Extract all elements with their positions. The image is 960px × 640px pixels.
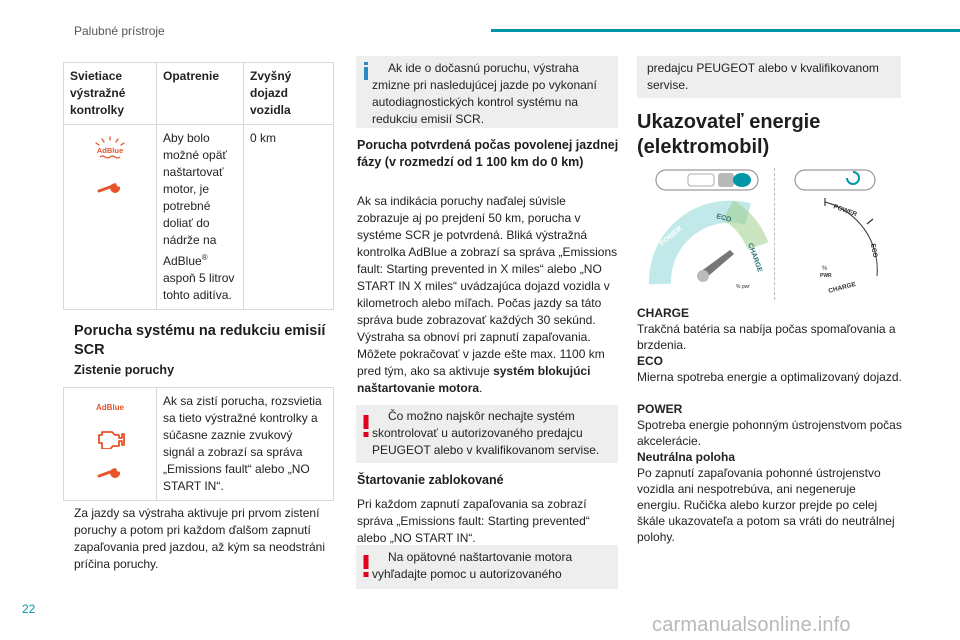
section-title-scr-fault: Porucha systému na redukciu emisií SCR bbox=[74, 323, 326, 358]
paragraph-confirmed-fault bbox=[357, 193, 621, 397]
warning-box-restart-text: Na opätovné naštartovanie motora vyhľadajte pomoc u autorizovaného bbox=[372, 550, 573, 581]
gauge-label-eco: ECO bbox=[715, 213, 732, 224]
table-header-action: Opatrenie bbox=[157, 63, 244, 125]
paragraph-activation: Za jazdy sa výstraha aktivuje pri prvom zistení poruchy a potom pri každom ďalšom zapnutí zapaľovania pred jazdou, až kým sa neodstráni príčina poruchy. bbox=[74, 506, 325, 571]
continued-box bbox=[637, 56, 901, 98]
paragraph-confirmed-fault-bold: systém blokujúci naštartovanie motora bbox=[357, 364, 591, 395]
adblue-icon bbox=[92, 399, 128, 413]
energy-gauge-right-illustration bbox=[785, 166, 905, 296]
continued-box-text: predajcu PEUGEOT alebo v kvalifikovanom servise. bbox=[647, 61, 879, 92]
adblue-warning-icon bbox=[92, 136, 128, 162]
paragraph-confirmed-fault-text: Ak sa indikácia poruchy naďalej súvisle zobrazuje aj po prejdení 50 km, porucha v systéme SCR je potvrdená. Bliká výstražná kontrolka AdBlue a zobrazí sa správa „Emissions fault: Starting prevented in X miles“ alebo „NO START IN X miles“ uvádzajúca dojazd vozidla v kilometroch alebo míľach. Počas jazdy sa táto správa bude zobrazovať každých 30 sekúnd. Výstraha sa obnoví pri zapnutí zapaľovania. Môžete pokračovať v jazde ešte max. 1100 km pred tým, ako sa aktivuje bbox=[357, 194, 618, 378]
gauge2-label-power: POWER bbox=[832, 203, 858, 219]
table-header-range: Zvyšný dojazd vozidla bbox=[244, 63, 334, 125]
energy-item-eco-text: Mierna spotreba energie a optimalizovaný dojazd. bbox=[637, 370, 902, 384]
energy-item-power-text: Spotreba energie pohonným ústrojenstvom počas akcelerácie. bbox=[637, 418, 902, 448]
table-cell-icons bbox=[64, 125, 157, 310]
energy-item-power-label: POWER bbox=[637, 402, 683, 416]
gauge-label-power: POWER bbox=[658, 225, 684, 248]
table2-cell-icons bbox=[64, 388, 157, 501]
paragraph-confirmed-fault-end: . bbox=[479, 381, 483, 395]
action-text-end: aspoň 5 litrov tohto aditíva. bbox=[163, 271, 235, 302]
section-title-confirmed-fault: Porucha potvrdená počas povolenej jazdnej fázy (v rozmedzí od 1 100 km do 0 km) bbox=[357, 138, 619, 169]
warning-table-1 bbox=[63, 62, 334, 310]
section-subtitle-detection: Zistenie poruchy bbox=[74, 363, 175, 377]
gauge2-label-charge: CHARGE bbox=[827, 280, 857, 295]
wrench-icon bbox=[97, 180, 123, 194]
adblue-icon-label: AdBlue bbox=[96, 146, 124, 155]
energy-meter-title: Ukazovateľ energie (elektromobil) bbox=[637, 111, 821, 158]
paragraph-start-blocked: Pri každom zapnutí zapaľovania sa zobrazí správa „Emissions fault: Starting prevented“ alebo „NO START IN“. bbox=[357, 497, 590, 545]
energy-item-charge-label: CHARGE bbox=[637, 306, 690, 320]
energy-item-eco-label: ECO bbox=[637, 354, 664, 368]
info-box-text: Ak ide o dočasnú poruchu, výstraha zmizne pri nasledujúcej jazde po vykonaní autodiagnostických kontrol systému na redukciu emisií SCR. bbox=[372, 61, 597, 126]
energy-item-neutral-text: Po zapnutí zapaľovania pohonné ústrojenstvo vozidla ani nespotrebúva, ani negeneruje energiu. Ručička alebo kurzor prejde po celej škále ukazovateľa a potom sa vráti do neutrálnej polohy. bbox=[637, 466, 895, 544]
table-header-warning-lights: Svietiace výstražné kontrolky bbox=[64, 63, 157, 125]
gauge2-label-percent: % bbox=[822, 266, 828, 272]
warning-box-restart bbox=[356, 545, 618, 589]
header-accent-bar bbox=[491, 29, 960, 32]
gauge-label-charge: CHARGE bbox=[746, 242, 764, 274]
energy-item-neutral-label: Neutrálna poloha bbox=[637, 450, 736, 464]
table-cell-range: 0 km bbox=[244, 125, 334, 310]
warning-box-check-system bbox=[356, 405, 618, 463]
illustration-divider bbox=[774, 168, 775, 300]
header-title: Palubné prístroje bbox=[74, 24, 165, 38]
energy-item-charge-text: Trakčná batéria sa nabíja počas spomaľovania a brzdenia. bbox=[637, 322, 896, 352]
engine-warning-icon bbox=[95, 427, 125, 449]
action-text: Aby bolo možné opäť naštartovať motor, je potrebné doliať do nádrže na AdBlue bbox=[163, 131, 227, 268]
registered-mark: ® bbox=[201, 253, 208, 262]
energy-gauge-left-illustration bbox=[648, 166, 778, 296]
adblue-icon-text: AdBlue bbox=[96, 403, 124, 412]
wrench-icon bbox=[97, 465, 123, 479]
page-number: 22 bbox=[22, 602, 36, 616]
gauge2-label-eco: ECO bbox=[869, 243, 879, 259]
warning-table-2 bbox=[63, 387, 334, 501]
table-cell-action bbox=[157, 125, 244, 310]
watermark: carmanualsonline.info bbox=[652, 614, 851, 636]
gauge2-label-pwr: PWR bbox=[820, 273, 832, 279]
warning-box-text: Čo možno najskôr nechajte systém skontrolovať u autorizovaného predajcu PEUGEOT alebo v kvalifikovanom servise. bbox=[372, 409, 600, 457]
info-box-temporary-fault bbox=[356, 56, 618, 128]
section-title-start-blocked: Štartovanie zablokované bbox=[357, 473, 504, 487]
table2-cell-text: Ak sa zistí porucha, rozsvietia sa tieto výstražné kontrolky a súčasne zaznie zvukový signál a zobrazí sa správa „Emissions fault“ alebo „NO START IN“. bbox=[157, 388, 334, 501]
gauge-label-pwr: % pwr bbox=[736, 284, 750, 290]
